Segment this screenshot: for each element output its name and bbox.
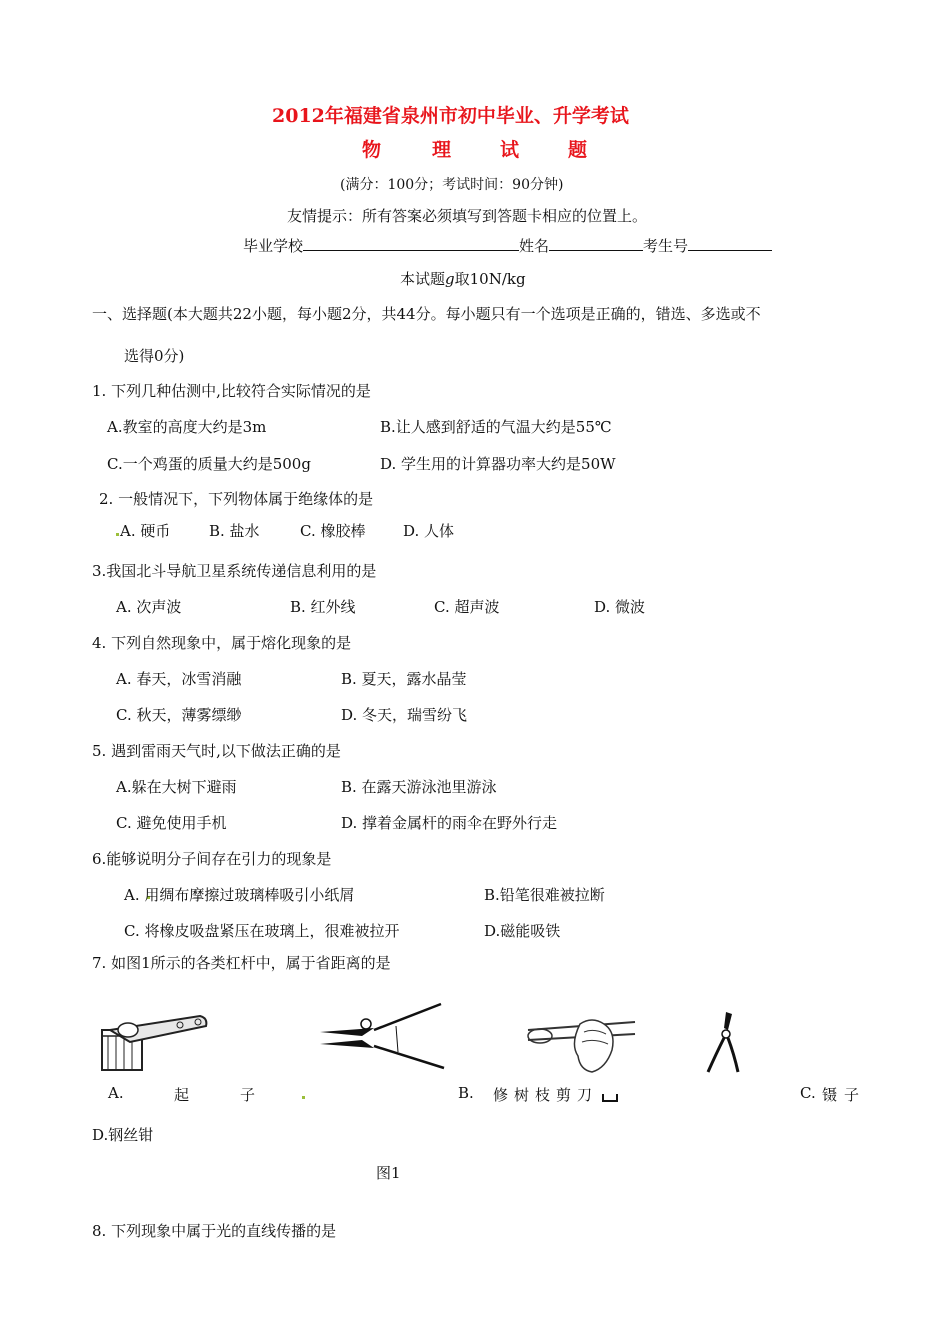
- figure-label: 子: [240, 1086, 256, 1104]
- option: C. 橡胶棒: [300, 522, 366, 540]
- figure-label: C.: [800, 1084, 816, 1102]
- option: A.教室的高度大约是3m: [107, 418, 267, 436]
- pruning-shears-icon: [316, 1000, 446, 1080]
- question-stem: 2. 一般情况下，下列物体属于绝缘体的是: [99, 490, 374, 508]
- edit-mark: [602, 1094, 618, 1102]
- option: C. 秋天，薄雾缥缈: [116, 706, 242, 724]
- option: D.磁能吸铁: [484, 922, 561, 940]
- section-heading: 一、选择题(本大题共22小题，每小题2分，共44分。每小题只有一个选项是正确的，错选、多选或不: [92, 305, 761, 323]
- figure-label: 镊: [822, 1086, 838, 1104]
- figure-label: A.: [108, 1084, 124, 1102]
- option: D. 撑着金属杆的雨伞在野外行走: [341, 814, 558, 832]
- bottle-opener-icon: [100, 1012, 210, 1074]
- option: D. 微波: [594, 598, 646, 616]
- name-label: 姓名: [519, 237, 550, 255]
- tip-text: 友情提示：所有答案必须填写到答题卡相应的位置上。: [287, 207, 648, 225]
- question-stem: 4. 下列自然现象中，属于熔化现象的是: [92, 634, 352, 652]
- question-stem: 8. 下列现象中属于光的直线传播的是: [92, 1222, 337, 1240]
- figure-label: 子: [844, 1086, 860, 1104]
- g-note-prefix: 本试题: [400, 270, 446, 288]
- tweezers-hand-icon: [520, 1010, 640, 1076]
- school-blank: [303, 236, 519, 251]
- option: A. 次声波: [116, 598, 182, 616]
- option: A.躲在大树下避雨: [116, 778, 237, 796]
- option: C. 超声波: [434, 598, 500, 616]
- question-stem: 1. 下列几种估测中,比较符合实际情况的是: [92, 382, 371, 400]
- speck-mark: [116, 533, 119, 536]
- figure-label: 修树枝剪刀: [493, 1086, 599, 1104]
- exam-no-label: 考生号: [643, 237, 689, 255]
- figure-caption: 图1: [376, 1164, 401, 1182]
- school-label: 毕业学校: [243, 237, 304, 255]
- subject-char: 理: [432, 139, 452, 161]
- option: B. 夏天，露水晶莹: [341, 670, 467, 688]
- name-blank: [549, 236, 643, 251]
- option: C.一个鸡蛋的质量大约是500g: [107, 455, 311, 473]
- option: D. 冬天，瑞雪纷飞: [341, 706, 468, 724]
- question-stem: 5. 遇到雷雨天气时,以下做法正确的是: [92, 742, 341, 760]
- option: B. 盐水: [209, 522, 260, 540]
- option: A. 用绸布摩擦过玻璃棒吸引小纸屑: [124, 886, 355, 904]
- option: B. 在露天游泳池里游泳: [341, 778, 497, 796]
- question-stem: 6.能够说明分子间存在引力的现象是: [92, 850, 332, 868]
- question-stem: 7. 如图1所示的各类杠杆中，属于省距离的是: [92, 954, 391, 972]
- figure-label: 起: [174, 1086, 190, 1104]
- g-note-var: g: [445, 270, 455, 288]
- figure-label: D.钢丝钳: [92, 1126, 154, 1144]
- student-info-line: [243, 235, 772, 256]
- g-note: [400, 268, 526, 289]
- section-heading-cont: 选得0分): [124, 347, 185, 365]
- option: C. 避免使用手机: [116, 814, 227, 832]
- option: A. 硬币: [120, 522, 171, 540]
- option: D. 人体: [403, 522, 455, 540]
- option: B.铅笔很难被拉断: [484, 886, 605, 904]
- score-info: (满分：100分；考试时间：90分钟): [340, 177, 564, 193]
- page-title: 2012年福建省泉州市初中毕业、升学考试: [272, 105, 629, 127]
- g-note-suffix: 取10N/kg: [454, 270, 526, 288]
- option: A. 春天，冰雪消融: [116, 670, 242, 688]
- option: C. 将橡皮吸盘紧压在玻璃上，很难被拉开: [124, 922, 400, 940]
- subject-char: 物: [362, 139, 382, 161]
- option: B.让人感到舒适的气温大约是55℃: [380, 418, 612, 436]
- option: D. 学生用的计算器功率大约是50W: [380, 455, 616, 473]
- option: B. 红外线: [290, 598, 356, 616]
- wire-pliers-icon: [702, 1010, 746, 1074]
- question-stem: 3.我国北斗导航卫星系统传递信息利用的是: [92, 562, 377, 580]
- figure-label: B.: [458, 1084, 474, 1102]
- subject-char: 试: [500, 139, 520, 161]
- speck-mark: [302, 1096, 305, 1099]
- subject-char: 题: [568, 139, 588, 161]
- exam-no-blank: [688, 236, 772, 251]
